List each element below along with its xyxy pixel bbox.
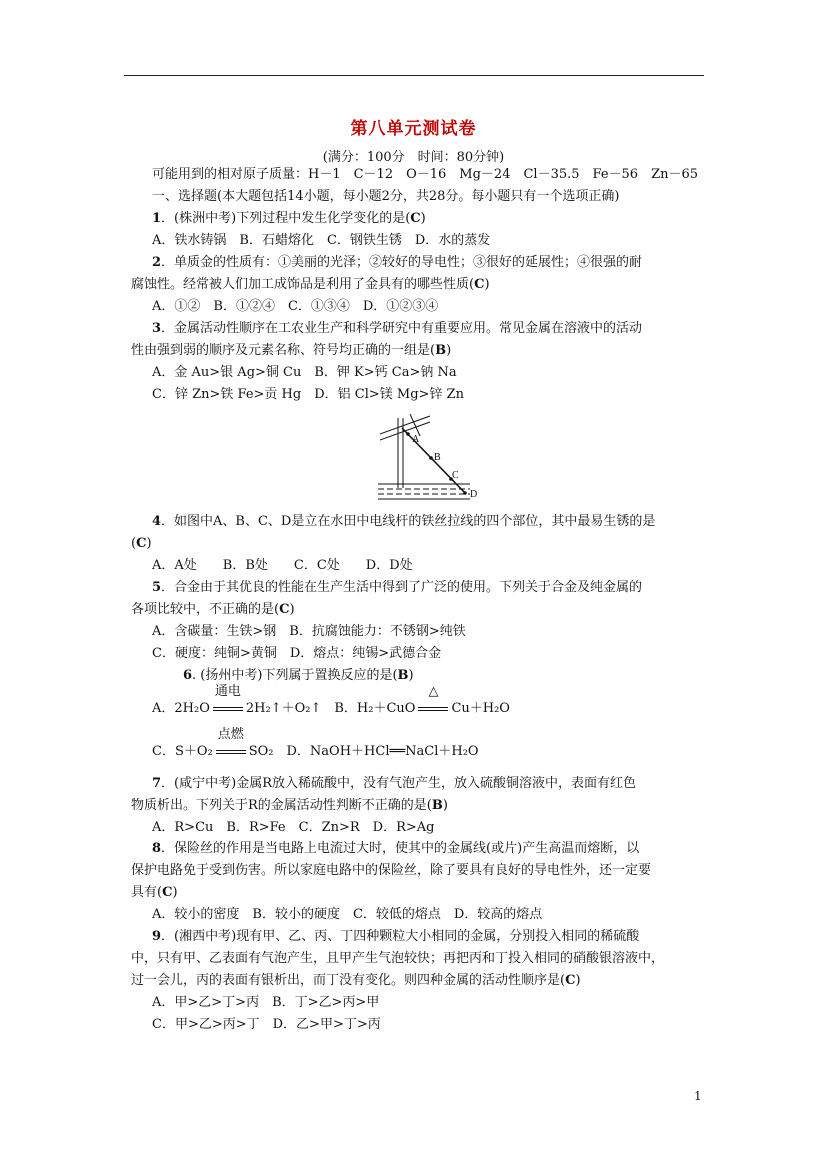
question-number: 6 [183,668,193,683]
close-paren: ) [575,973,581,988]
question-8-options: A．较小的密度 B．较小的硬度 C．较低的熔点 D．较高的熔点 [152,907,543,922]
close-paren: ) [172,885,178,900]
question-number: 8 [152,841,162,856]
equals-bar [216,750,246,754]
equals-bar [213,707,243,711]
question-3-options-1: A．金 Au>银 Ag>铜 Cu B．钾 K>钙 Ca>钠 Na [152,365,457,380]
option-c-lhs: C．S＋O₂ [152,744,213,759]
question-8-cont-2 [131,884,178,902]
question-1 [152,210,426,228]
question-text: 性由强到弱的顺序及元素名称、符号均正确的一组是( [131,343,436,358]
question-7-options: A．R>Cu B．R>Fe C．Zn>R D．R>Ag [152,820,435,835]
utility-pole-figure [372,412,492,504]
answer: C [565,973,576,988]
point-b-label: B [434,452,441,463]
option-a-lhs: A．2H₂O [152,701,210,716]
question-text: . (扬州中考)下列属于置换反应的是( [192,668,398,683]
reaction-arrow [213,684,243,718]
option-a-rhs: 2H₂↑＋O₂↑ B．H₂＋CuO [245,701,416,716]
question-number: 2 [152,255,162,270]
question-3 [152,320,642,338]
question-3-options-2: C．锌 Zn>铁 Fe>贡 Hg D．铝 Cl>镁 Mg>锌 Zn [152,387,464,402]
page-subtitle: (满分：100分 时间：80分钟) [322,150,505,165]
point-a-marker [406,432,410,436]
condition-label: 通电 [214,684,241,699]
question-8 [152,840,639,858]
answer: C [474,277,485,292]
question-number: 1 [152,211,162,226]
question-text: 物质析出。下列关于R的金属活动性判断不正确的是( [131,798,432,813]
question-4-cont [131,535,152,553]
reaction-arrow [418,684,448,718]
question-number: 7 [152,776,162,791]
question-4 [152,513,655,531]
question-2-cont [131,276,490,294]
question-7 [152,775,636,793]
answer: B [431,798,443,813]
open-paren: ( [131,536,137,551]
close-paren: ) [446,343,452,358]
header-rule [124,75,704,76]
question-5 [152,579,642,597]
question-6-options-cd [152,727,479,761]
atomic-mass-line: 可能用到的相对原子质量：H－1 C－12 O－16 Mg－24 Cl－35.5 Fe－56 Zn－65 [152,167,699,182]
option-b-rhs: Cu＋H₂O [451,701,510,716]
question-text: ．如图中A、B、C、D是立在水田中电线杆的铁丝拉线的四个部位，其中最易生锈的是 [161,514,656,529]
section-heading: 一、选择题(本大题包括14小题，每小题2分，共28分。每小题只有一个选项正确) [152,189,620,204]
question-8-cont: 保护电路免于受到伤害。所以家庭电路中的保险丝，除了要具有良好的导电性外，还一定要 [131,863,652,878]
equals-bar [418,707,448,711]
question-9 [152,928,639,946]
answer: C [162,885,173,900]
question-9-options-1: A．甲>乙>丁>丙 B．丁>乙>丙>甲 [152,995,380,1010]
question-text: ．单质金的性质有：①美丽的光泽；②较好的导电性；③很好的延展性；④很强的耐 [161,255,643,270]
question-text: ．金属活动性顺序在工农业生产和科学研究中有重要应用。常见金属在溶液中的活动 [161,321,643,336]
question-text: ．合金由于其优良的性能在生产生活中得到了广泛的使用。下列关于合金及纯金属的 [161,580,643,595]
question-text: 各项比较中，不正确的是( [131,602,280,617]
question-5-cont [131,601,295,619]
question-text: ．(株洲中考)下列过程中发生化学变化的是( [161,211,411,226]
question-number: 4 [152,514,162,529]
close-paren: ) [420,211,426,226]
question-4-options: A．A处 B．B处 C．C处 D．D处 [152,558,413,573]
question-5-options-1: A．含碳量：生铁>钢 B．抗腐蚀能力：不锈钢>纯铁 [152,624,466,639]
question-9-cont-2 [131,972,581,990]
question-3-cont [131,342,451,360]
page-number: 1 [694,1089,702,1103]
question-6-options-ab [152,684,510,718]
question-number: 5 [152,580,162,595]
question-text: 过一会儿，丙的表面有银析出，而丁没有变化。则四种金属的活动性顺序是( [131,973,566,988]
point-c-label: C [452,470,459,481]
point-b-marker [429,456,433,460]
close-paren: ) [146,536,152,551]
answer: B [435,343,447,358]
question-text: 腐蚀性。经常被人们加工成饰品是利用了金具有的哪些性质( [131,277,475,292]
question-text: ．保险丝的作用是当电路上电流过大时，使其中的金属线(或片)产生高温而熔断，以 [161,841,640,856]
question-number: 3 [152,321,162,336]
answer: C [279,602,290,617]
close-paren: ) [408,668,414,683]
question-2-options: A．①② B．①②④ C．①③④ D．①②③④ [152,299,439,314]
crossarm-line [410,414,420,436]
close-paren: ) [442,798,448,813]
option-c-rhs: SO₂ D．NaOH＋HCl══NaCl＋H₂O [248,744,479,759]
question-number: 9 [152,929,162,944]
close-paren: ) [289,602,295,617]
reaction-arrow [216,727,246,761]
answer: B [397,668,409,683]
close-paren: ) [484,277,490,292]
point-d-label: D [470,489,478,500]
question-text: ．(咸宁中考)金属R放入稀硫酸中，没有气泡产生，放入硫酸铜溶液中，表面有红色 [161,776,636,791]
question-1-options: A．铁水铸锅 B．石蜡熔化 C．钢铁生锈 D．水的蒸发 [152,233,491,248]
answer: C [136,536,147,551]
condition-label: 点燃 [217,727,244,742]
question-2 [152,254,642,272]
page-title: 第八单元测试卷 [350,119,477,139]
condition-label: △ [428,684,439,699]
question-text: 具有( [131,885,163,900]
question-7-cont [131,797,448,815]
point-a-label: A [412,434,420,445]
answer: C [410,211,421,226]
question-9-options-2: C．甲>乙>丙>丁 D．乙>甲>丁>丙 [152,1017,381,1032]
question-5-options-2: C．硬度：纯铜>黄铜 D．熔点：纯锡>武德合金 [152,646,442,661]
question-9-cont: 中，只有甲、乙表面有气泡产生，且甲产生气泡较快；再把丙和丁投入相同的硝酸银溶液中， [131,951,665,966]
point-d-marker [463,491,467,495]
question-text: ．(湘西中考)现有甲、乙、丙、丁四种颗粒大小相同的金属，分别投入相同的稀硫酸 [161,929,640,944]
